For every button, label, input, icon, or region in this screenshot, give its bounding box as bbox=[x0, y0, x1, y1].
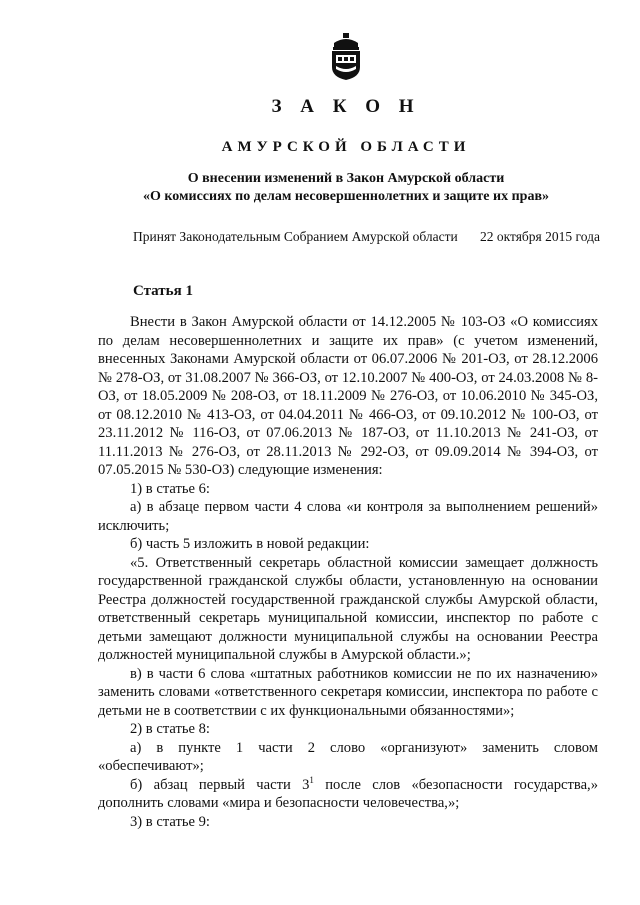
item-2a: а) в пункте 1 части 2 слово «организуют» заменить словом «обеспечивают»; bbox=[98, 739, 598, 774]
article-title: Статья 1 bbox=[133, 283, 193, 299]
adopted-date: 22 октября 2015 года bbox=[480, 229, 600, 244]
law-heading bbox=[0, 170, 640, 206]
document-type-title: З А К О Н bbox=[271, 96, 421, 117]
region-title: АМУРСКОЙ ОБЛАСТИ bbox=[221, 139, 471, 155]
paragraph-intro: Внести в Закон Амурской области от 14.12.2005 № 103-ОЗ «О комиссиях по делам несовершеннолетних и защите их прав» (с учетом изменений, внесенных Законами Амурской области от 06.07.2006 № 201-ОЗ, от 28.12.2006 № 278-ОЗ, от 31.08.2007 № 366-ОЗ, от 12.10.2007 № 400-ОЗ, от 24.03.2008 № 8-ОЗ, от 18.05.2009 № 208-ОЗ, от 18.11.2009 № 276-ОЗ, от 10.06.2010 № 345-ОЗ, от 08.12.2010 № 413-ОЗ, от 04.04.2011 № 466-ОЗ, от 09.10.2012 № 100-ОЗ, от 23.11.2012 № 116-ОЗ, от 07.06.2013 № 187-ОЗ, от 11.10.2013 № 241-ОЗ, от 11.11.2013 № 276-ОЗ, от 28.11.2013 № 292-ОЗ, от 09.09.2014 № 394-ОЗ, от 07.05.2015 № 530-ОЗ) следующие изменения: bbox=[98, 314, 598, 478]
item-1b-quote: «5. Ответственный секретарь областной комиссии замещает должность государственной гражданской службы области, установленную на основании Реестра должностей государственной гражданской службы Амурской области, ответственный секретарь муниципальной комиссии, инспектор по работе с детьми замещают должности муниципальной службы на основании Реестра должностей муниципальной службы в Амурской области.»; bbox=[98, 554, 598, 663]
item-1c: в) в части 6 слова «штатных работников комиссии не по их назначению» заменить словами «ответственного секретаря комиссии, инспектора по работе с детьми не в соответствии с их функциональными обязанностями»; bbox=[98, 665, 598, 719]
adopted-by: Принят Законодательным Собранием Амурской области bbox=[133, 229, 458, 244]
item-2b-superscript: 1 bbox=[309, 774, 314, 785]
heading-line-2: «О комиссиях по делам несовершеннолетних и защите их прав» bbox=[142, 189, 549, 204]
heading-line-1: О внесении изменений в Закон Амурской области bbox=[187, 171, 505, 186]
coat-of-arms-icon bbox=[328, 33, 364, 81]
item-2b-end: после слов «безопасности государства,» дополнить словами «мира и безопасности человечества,»; bbox=[98, 776, 599, 811]
item-1a: а) в абзаце первом части 4 слова «и контроля за выполнением решений» исключить; bbox=[98, 499, 598, 534]
item-3: 3) в статье 9: bbox=[130, 813, 210, 830]
item-2b bbox=[98, 776, 598, 813]
item-2b-start: б) абзац первый части 3 bbox=[130, 776, 310, 793]
article-body bbox=[98, 313, 598, 831]
item-1: 1) в статье 6: bbox=[130, 480, 210, 497]
item-1b: б) часть 5 изложить в новой редакции: bbox=[130, 536, 370, 552]
item-2: 2) в статье 8: bbox=[130, 721, 210, 737]
